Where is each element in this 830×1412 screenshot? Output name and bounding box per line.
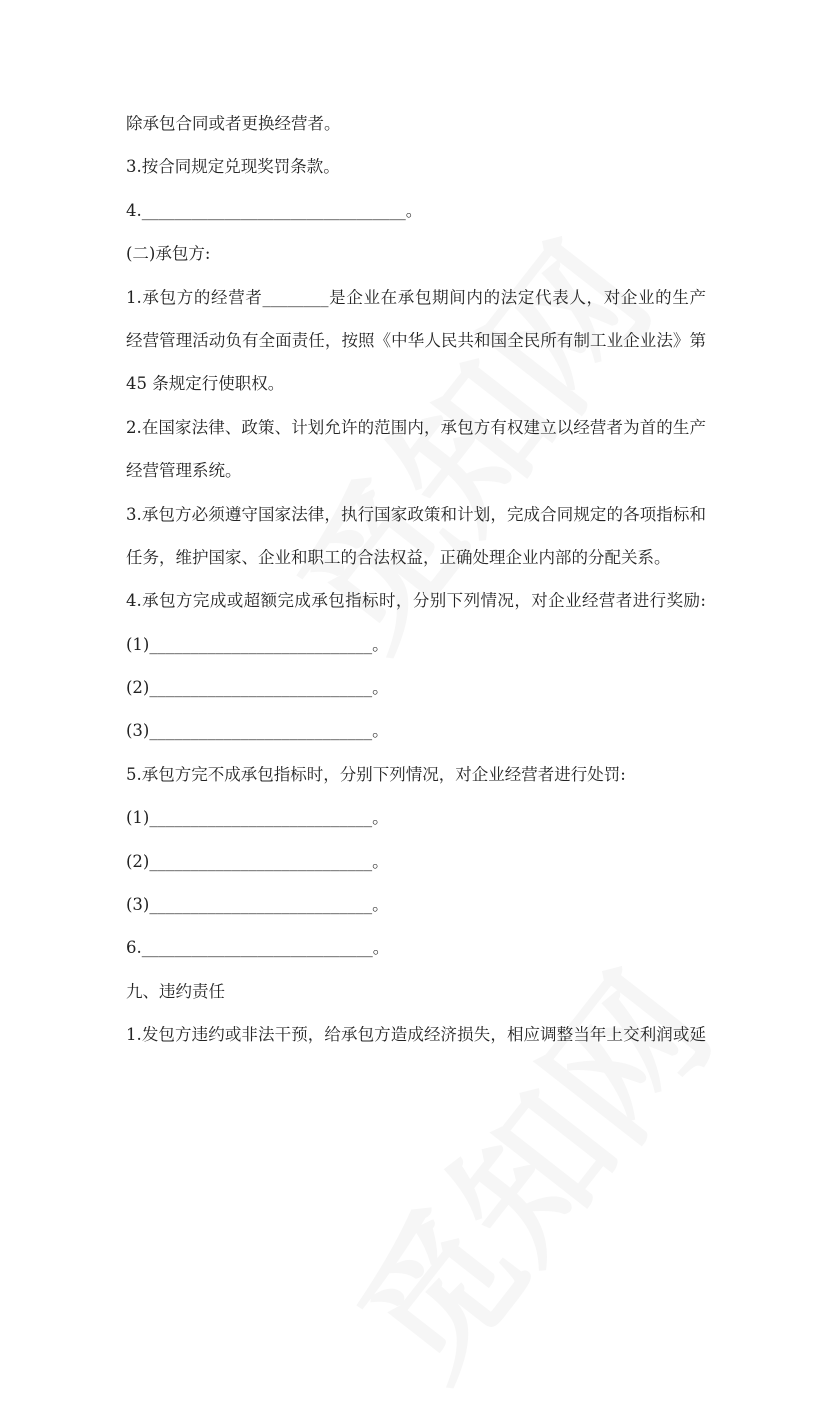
document-line: 45 条规定行使职权。 [126, 374, 285, 394]
document-line: 3.承包方必须遵守国家法律，执行国家政策和计划，完成合同规定的各项指标和 [126, 504, 706, 524]
document-line: 4.________________________________。 [126, 200, 423, 220]
document-line: (1)___________________________。 [126, 808, 389, 828]
document-line: 除承包合同或者更换经营者。 [126, 114, 341, 133]
document-line: 1.承包方的经营者________是企业在承包期间内的法定代表人，对企业的生产 [126, 287, 706, 307]
document-line: (2)___________________________。 [126, 851, 389, 871]
document-line: (2)___________________________。 [126, 678, 389, 698]
document-line: 2.在国家法律、政策、计划允许的范围内，承包方有权建立以经营者为首的生产 [126, 417, 706, 437]
document-line: 6.____________________________。 [126, 938, 390, 958]
document-line: (二)承包方: [126, 244, 211, 264]
document-line: 1.发包方违约或非法干预，给承包方造成经济损失，相应调整当年上交利润或延 [126, 1025, 706, 1045]
document-line: 经营管理系统。 [126, 461, 242, 481]
document-line: 经营管理活动负有全面责任，按照《中华人民共和国全民所有制工业企业法》第 [126, 330, 706, 350]
document-line: 任务，维护国家、企业和职工的合法权益，正确处理企业内部的分配关系。 [126, 547, 671, 567]
document-line: 九、违约责任 [126, 981, 225, 1001]
document-page [126, 102, 706, 1057]
document-line: 4.承包方完成或超额完成承包指标时，分别下列情况，对企业经营者进行奖励: [126, 591, 706, 611]
document-line: (3)___________________________。 [126, 721, 389, 741]
document-line: (1)___________________________。 [126, 634, 389, 654]
document-line: 3.按合同规定兑现奖罚条款。 [126, 157, 340, 177]
document-line: (3)___________________________。 [126, 895, 389, 915]
document-line: 5.承包方完不成承包指标时，分别下列情况，对企业经营者进行处罚: [126, 764, 626, 784]
